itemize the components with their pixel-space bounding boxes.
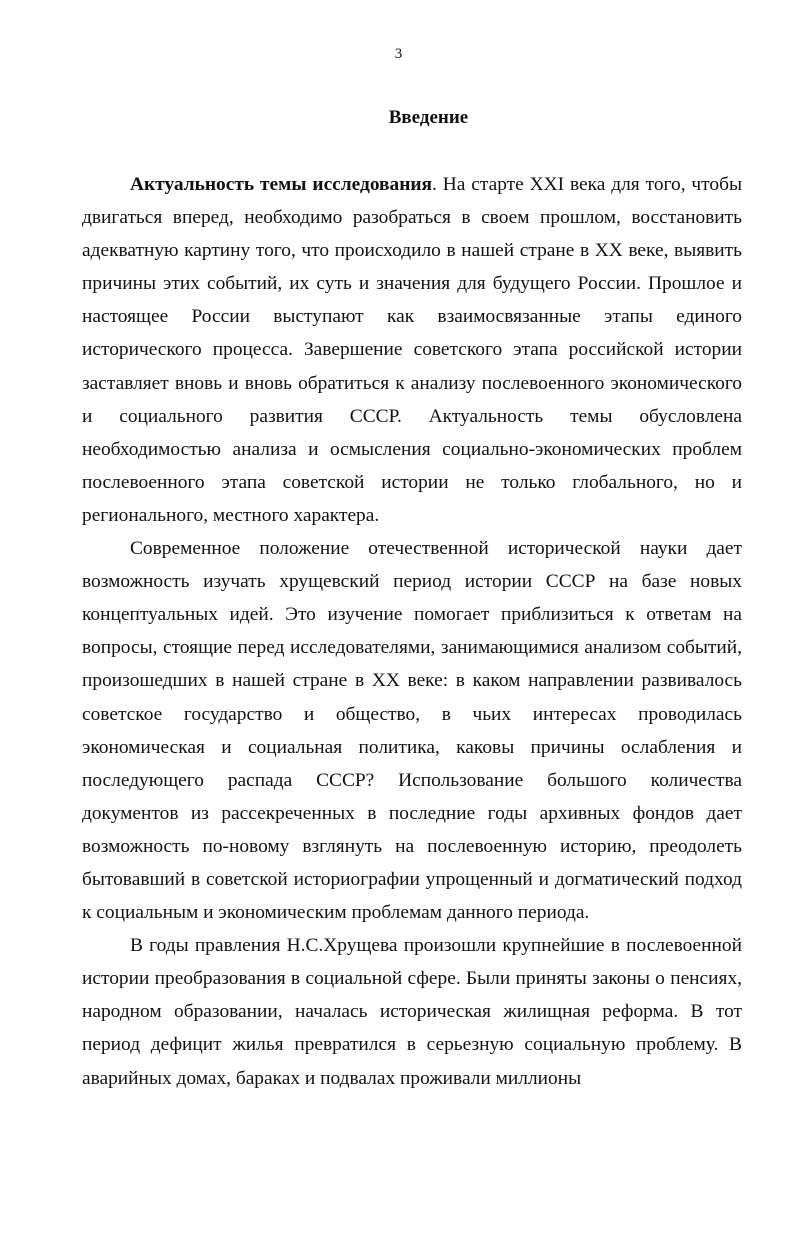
paragraph-khrushchev-reforms: В годы правления Н.С.Хрущева произошли крупнейшие в послевоенной истории преобразования в социальной сфере. Были приняты законы о пенсиях, народном образовании, началась историческая жилищная реформа. В тот период дефицит жилья превратился в серьезную социальную проблему. В аварийных домах, бараках и подвалах проживали миллионы — [82, 935, 742, 1089]
paragraph-relevance — [82, 168, 742, 532]
body-text — [82, 168, 742, 1095]
paragraph-lead: Актуальность темы исследования — [130, 174, 433, 195]
paragraph-text: . На старте XXI века для того, чтобы двигаться вперед, необходимо разобраться в своем прошлом, восстановить адекватную картину того, что происходило в нашей стране в XX веке, выявить причины этих событий, их суть и значения для будущего России. Прошлое и настоящее России выступают как взаимосвязанные этапы единого исторического процесса. Завершение советского этапа российской истории заставляет вновь и вновь обратиться к анализу послевоенного экономического и социального развития СССР. Актуальность темы обусловлена необходимостью анализа и осмысления социально-экономических проблем послевоенного этапа советской истории не только глобального, но и регионального, местного характера. — [82, 174, 742, 526]
page-number: 3 — [394, 46, 403, 62]
section-title: Введение — [388, 107, 469, 128]
paragraph-historiography: Современное положение отечественной исторической науки дает возможность изучать хрущевский период истории СССР на базе новых концептуальных идей. Это изучение помогает приблизиться к ответам на вопросы, стоящие перед исследователями, занимающимися анализом событий, произошедших в нашей стране в XX веке: в каком направлении развивалось советское государство и общество, в чьих интересах проводилась экономическая и социальная политика, каковы причины ослабления и последующего распада СССР? Использование большого количества документов из рассекреченных в последние годы архивных фондов дает возможность по-новому взглянуть на послевоенную историю, преодолеть бытовавший в советской историографии упрощенный и догматический подход к социальным и экономическим проблемам данного периода. — [82, 538, 742, 924]
